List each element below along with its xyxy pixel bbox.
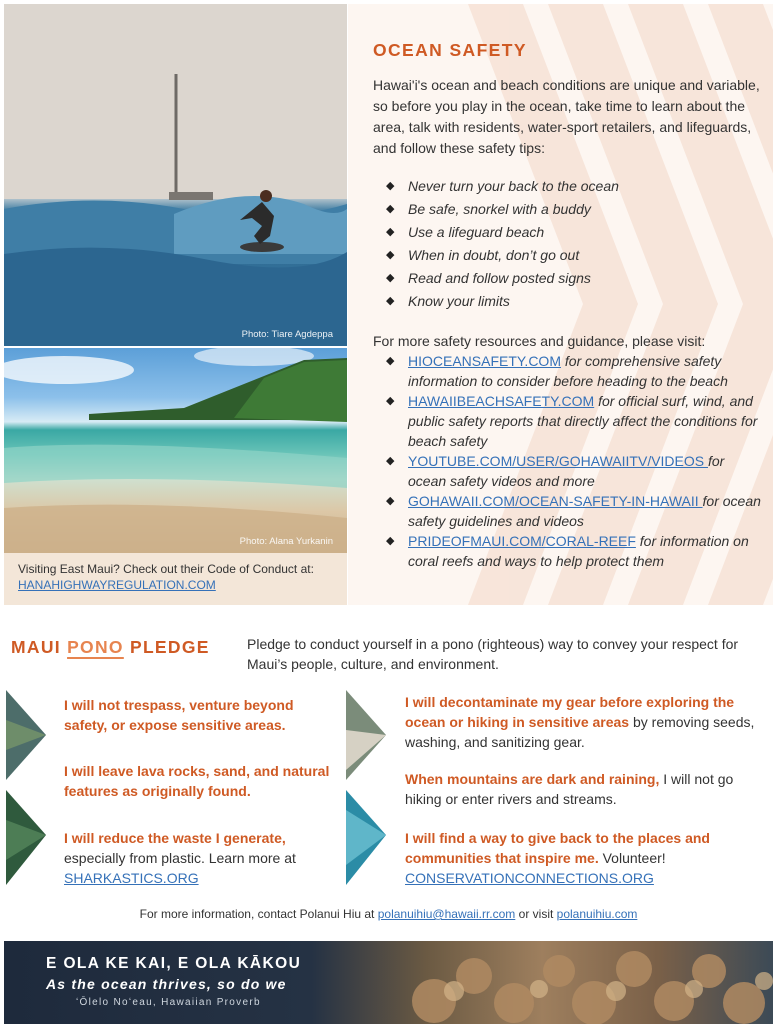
diamond-bullet-icon: ◆ [386,395,395,407]
diamond-bullet-icon: ◆ [386,495,395,507]
diamond-bullet-icon: ◆ [386,226,395,238]
list-item: ◆ Read and follow posted signs [386,267,763,290]
photo-credit: Photo: Tiare Agdeppa [241,329,333,340]
photo-credit: Photo: Alana Yurkanin [239,536,333,547]
list-item: ◆ Never turn your back to the ocean [386,175,763,198]
pledge-image-strip-right [346,690,386,885]
hana-highway-link[interactable]: HANAHIGHWAYREGULATION.COM [18,578,216,592]
gohawaii-link[interactable]: GOHAWAII.COM/OCEAN-SAFETY-IN-HAWAII [408,493,703,509]
list-item: ◆ YOUTUBE.COM/USER/GOHAWAIITV/VIDEOS for ocean safety videos and more [386,453,725,489]
diamond-bullet-icon: ◆ [386,249,395,261]
list-item: ◆ Use a lifeguard beach [386,221,763,244]
diamond-bullet-icon: ◆ [386,272,395,284]
conservation-connections-link[interactable]: CONSERVATIONCONNECTIONS.ORG [405,870,654,886]
list-item: ◆ HAWAIIBEACHSAFETY.COM for official surf, wind, and public safety reports that directly affect the conditions for beach safety [386,393,758,449]
pledge-image-strip-left [6,690,46,885]
youtube-link[interactable]: YOUTUBE.COM/USER/GOHAWAIITV/VIDEOS [408,453,708,469]
diamond-bullet-icon: ◆ [386,180,395,192]
ocean-safety-title: OCEAN SAFETY [373,40,527,60]
list-item: ◆ Know your limits [386,290,763,313]
prideofmaui-link[interactable]: PRIDEOFMAUI.COM/CORAL-REEF [408,533,636,549]
pledge-item: I will reduce the waste I generate, especially from plastic. Learn more at SHARKASTICS.ORG [64,830,296,886]
list-item: ◆ HIOCEANSAFETY.COM for comprehensive safety information to consider before heading to the beach [386,353,728,389]
resources-lead: For more safety resources and guidance, please visit: [373,333,706,349]
email-link[interactable]: polanuihiu@hawaii.rr.com [377,907,516,921]
pledge-item: I will find a way to give back to the places and communities that inspire me. Volunteer! CONSERVATIONCONNECTIONS.ORG [405,830,710,886]
east-maui-text: Visiting East Maui? Check out their Code of Conduct at: [18,562,314,576]
diamond-bullet-icon: ◆ [386,535,395,547]
list-item: ◆ Be safe, snorkel with a buddy [386,198,763,221]
proverb-hawaiian: E OLA KE KAI, E OLA KĀKOU [46,955,302,972]
proverb-banner [4,941,773,1024]
diamond-bullet-icon: ◆ [386,355,395,367]
safety-tips-list [386,175,763,313]
diamond-bullet-icon: ◆ [386,455,395,467]
pledge-item: I will decontaminate my gear before exploring the ocean or hiking in sensitive areas by removing seeds, washing, and sanitizing gear. [405,694,755,750]
pledge-item: I will leave lava rocks, sand, and natural features as originally found. [64,763,330,799]
ocean-safety-panel [348,4,773,605]
list-item: ◆ GOHAWAII.COM/OCEAN-SAFETY-IN-HAWAII for ocean safety guidelines and videos [386,493,761,529]
sharkastics-link[interactable]: SHARKASTICS.ORG [64,870,199,886]
list-item: ◆ When in doubt, don’t go out [386,244,763,267]
surfer-photo [4,4,347,346]
east-maui-caption [4,553,347,605]
pono-word: PONO [67,637,124,657]
proverb-source: ʻŌlelo Noʻeau, Hawaiian Proverb [76,997,261,1008]
pledge-title: MAUI PONO PLEDGE [11,637,210,657]
pledge-item: I will not trespass, venture beyond safety, or expose sensitive areas. [64,697,294,733]
list-item: ◆ PRIDEOFMAUI.COM/CORAL-REEF for information on coral reefs and ways to help protect them [386,533,749,569]
pledge-item: When mountains are dark and raining, I will not go hiking or enter rivers and streams. [405,771,734,807]
beach-photo [4,348,347,553]
diamond-bullet-icon: ◆ [386,295,395,307]
hawaiibeachsafety-link[interactable]: HAWAIIBEACHSAFETY.COM [408,393,595,409]
website-link[interactable]: polanuihiu.com [556,907,638,921]
hioceansafety-link[interactable]: HIOCEANSAFETY.COM [408,353,561,369]
contact-info: For more information, contact Polanui Hiu at polanuihiu@hawaii.rr.com or visit polanuihiu.com [139,907,638,921]
ocean-safety-intro: Hawai'i's ocean and beach conditions are unique and variable, so before you play in the ocean, take time to learn about the area, talk with residents, water-sport retailers, and lifeguards, and follow these safety tips: [373,77,760,156]
pledge-intro: Pledge to conduct yourself in a pono (righteous) way to convey your respect for Maui’s people, culture, and environment. [247,636,739,672]
resources-list [386,351,763,571]
diamond-bullet-icon: ◆ [386,203,395,215]
proverb-english: As the ocean thrives, so do we [46,976,287,992]
